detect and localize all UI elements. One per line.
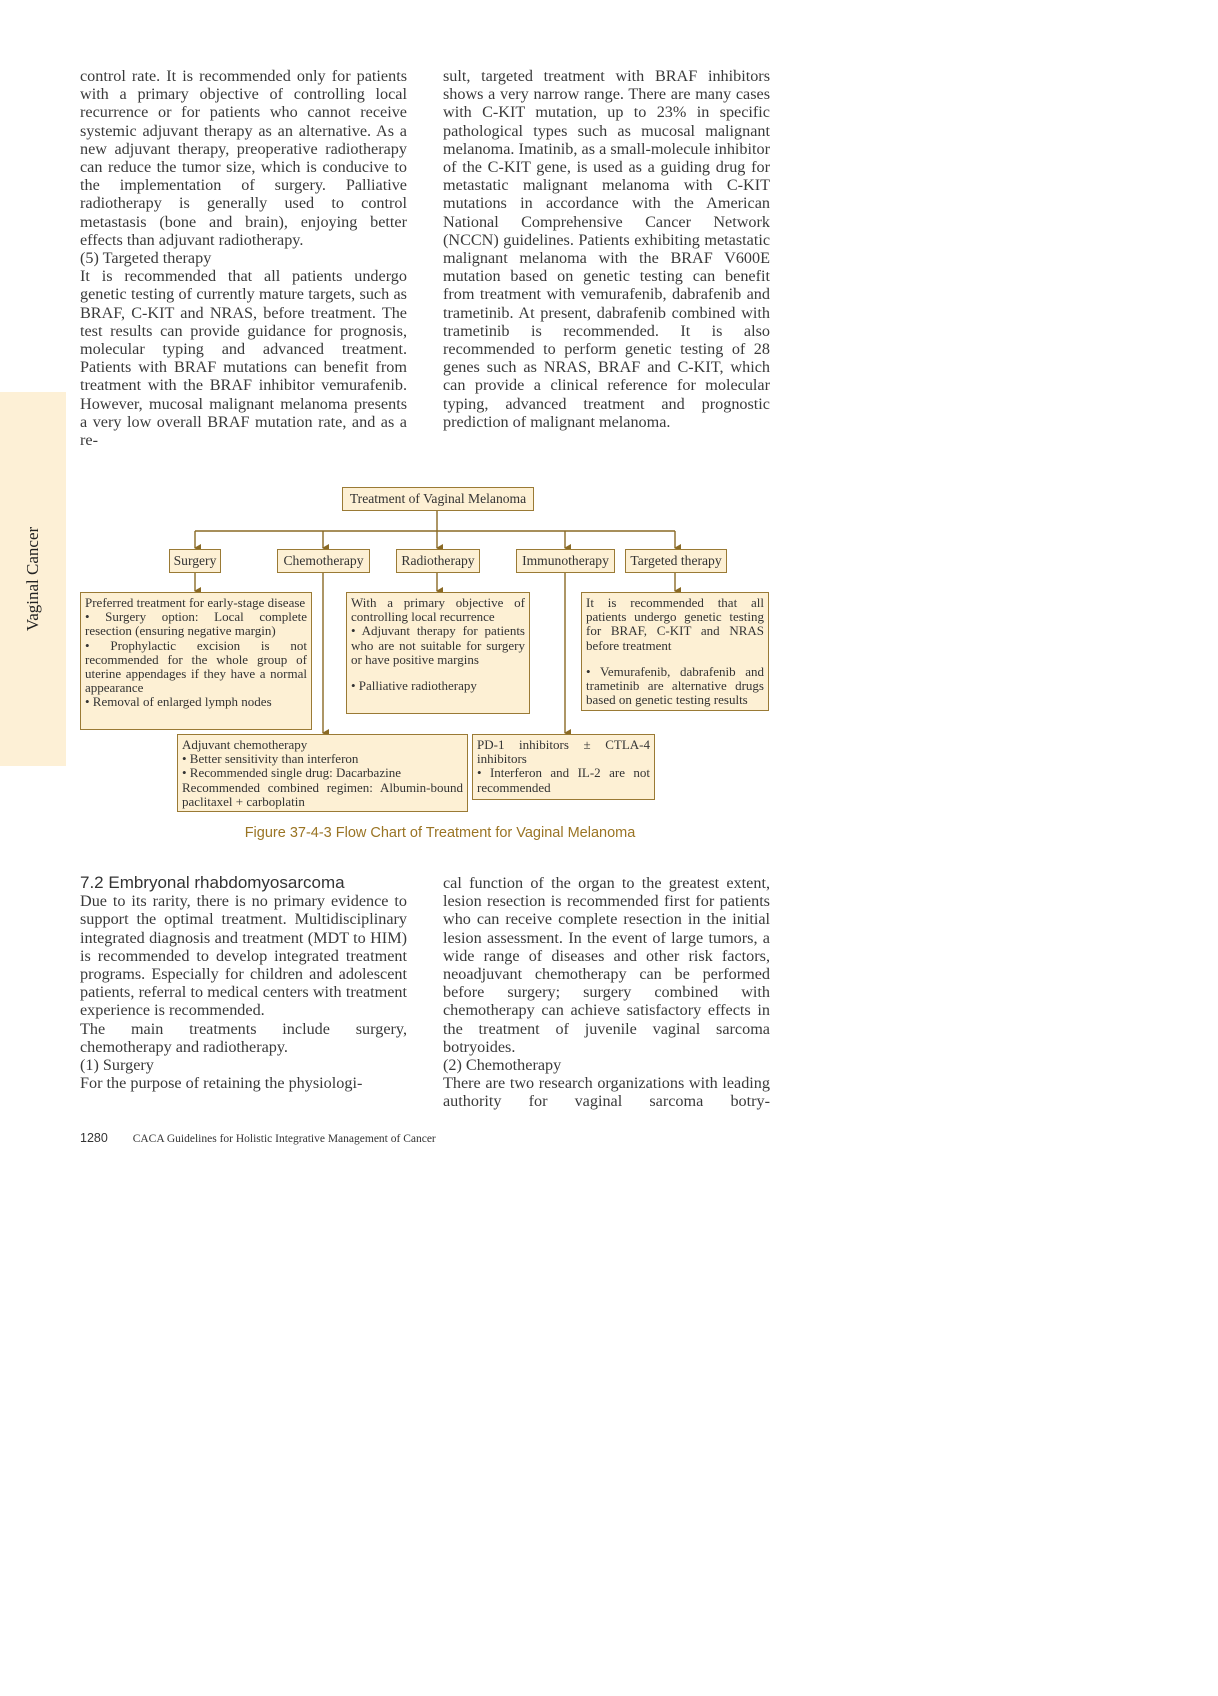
flowchart-node-immunotherapy — [516, 549, 615, 573]
detail-line: • Palliative radiotherapy — [351, 678, 477, 694]
figure-caption: Figure 37-4-3 Flow Chart of Treatment for Vaginal Melanoma — [244, 825, 636, 841]
immunotherapy-detail-box — [472, 734, 655, 800]
page-footer — [80, 1131, 436, 1145]
text-column-top-left — [80, 67, 407, 449]
detail-line: It is recommended that all patients undergo genetic testing for BRAF, C-KIT and NRAS before treatment — [586, 595, 764, 653]
running-title: CACA Guidelines for Holistic Integrative Management of Cancer — [132, 1133, 436, 1145]
paragraph: Due to its rarity, there is no primary evidence to support the optimal treatment. Multidisciplinary integrated diagnosis and treatment (MDT to HIM) is recommended to develop integrated treatment programs. Especially for children and adolescent patients, referral to medical centers with treatment experience is recommended. — [80, 892, 407, 1020]
detail-line: With a primary objective of controlling local recurrence — [351, 595, 525, 625]
detail-line: Preferred treatment for early-stage disease — [85, 595, 306, 610]
targeted-therapy-detail-box — [581, 592, 769, 711]
subsection-heading: (5) Targeted therapy — [80, 249, 212, 268]
paragraph: sult, targeted treatment with BRAF inhibitors shows a very narrow range. There are many cases with C-KIT mutation, up to 23% in specific pathological types such as mucosal malignant melanoma. Imatinib, as a small-molecule inhibitor of the C-KIT gene, is used as a guiding drug for metastatic malignant melanoma with C-KIT mutations in accordance with the American National Comprehensive Cancer Network (NCCN) guidelines. Patients exhibiting metastatic malignant melanoma with the BRAF V600E mutation based on genetic testing can benefit from treatment with vemurafenib, dabrafenib and trametinib. At present, dabrafenib combined with trametinib is recommended. It is also recommended to perform genetic testing of 28 genes such as NRAS, BRAF and C-KIT, which can provide a clinical reference for molecular typing, advanced treatment and prognostic prediction of malignant melanoma. — [443, 67, 770, 431]
root-node-label: Treatment of Vaginal Melanoma — [349, 490, 527, 506]
node-label: Targeted therapy — [630, 552, 722, 568]
detail-line: • Adjuvant therapy for patients who are not suitable for surgery or have positive margins — [351, 623, 525, 667]
paragraph: It is recommended that all patients undergo genetic testing of currently mature targets, such as BRAF, C-KIT and NRAS, before treatment. The test results can provide guidance for prognosis, molecular typing and advanced treatment. Patients with BRAF mutations can benefit from treatment with the BRAF inhibitor vemurafenib. However, mucosal malignant melanoma presents a very low overall BRAF mutation rate, and as a re- — [80, 267, 407, 450]
paragraph: For the purpose of retaining the physiologi- — [80, 1074, 363, 1093]
node-label: Radiotherapy — [401, 552, 475, 568]
detail-line: PD-1 inhibitors ± CTLA-4 inhibitors — [477, 737, 650, 767]
text-column-bottom-right — [443, 874, 770, 1111]
detail-line: • Surgery option: Local complete resection (ensuring negative margin) — [85, 609, 307, 639]
detail-line: • Interferon and IL-2 are not recommended — [477, 765, 650, 795]
flowchart-node-radiotherapy — [396, 549, 480, 573]
paragraph: There are two research organizations with leading authority for vaginal sarcoma botry- — [443, 1074, 770, 1111]
radiotherapy-detail-box — [346, 592, 530, 714]
paragraph: cal function of the organ to the greatest extent, lesion resection is recommended first for patients who can receive complete resection in the initial lesion assessment. In the event of large tumors, a wide range of diseases and other risk factors, neoadjuvant chemotherapy can be performed before surgery; surgery combined with chemotherapy can achieve satisfactory effects in the treatment of juvenile vaginal sarcoma botryoides. — [443, 874, 770, 1056]
flowchart-node-targeted-therapy — [625, 549, 727, 573]
page-number: 1280 — [80, 1131, 108, 1145]
surgery-detail-box — [80, 592, 312, 730]
detail-line: • Vemurafenib, dabrafenib and trametinib are alternative drugs based on genetic testing results — [586, 663, 764, 708]
node-label: Chemotherapy — [283, 552, 364, 568]
text-column-bottom-left — [80, 874, 407, 1092]
flowchart-node-surgery — [169, 549, 221, 573]
detail-line: • Recommended single drug: Dacarbazine — [182, 765, 401, 781]
section-heading: 7.2 Embryonal rhabdomyosarcoma — [80, 873, 345, 892]
flowchart-root-node — [342, 487, 534, 511]
subsection-heading: (2) Chemotherapy — [443, 1056, 562, 1075]
subsection-heading: (1) Surgery — [80, 1056, 154, 1075]
detail-line: • Removal of enlarged lymph nodes — [85, 694, 272, 710]
detail-line: • Better sensitivity than interferon — [182, 751, 359, 767]
paragraph: The main treatments include surgery, chemotherapy and radiotherapy. — [80, 1019, 407, 1056]
node-label: Surgery — [173, 552, 217, 568]
node-label: Immunotherapy — [522, 552, 609, 568]
paragraph: control rate. It is recommended only for patients with a primary objective of controlling local recurrence or for patients who cannot receive systemic adjuvant therapy as an alternative. As a new adjuvant therapy, preoperative radiotherapy can reduce the tumor size, which is conducive to the implementation of surgery. Palliative radiotherapy is generally used to control metastasis (bone and brain), enjoying better effects than adjuvant radiotherapy. — [80, 67, 407, 249]
chapter-side-tab — [0, 392, 66, 766]
flowchart-node-chemotherapy — [277, 549, 370, 573]
text-column-top-right — [443, 67, 770, 431]
chemotherapy-detail-box — [177, 734, 468, 812]
detail-line: Adjuvant chemotherapy — [182, 737, 308, 752]
chapter-side-tab-label: Vaginal Cancer — [23, 526, 42, 632]
detail-line: • Prophylactic excision is not recommended for the whole group of uterine appendages if they have a normal appearance — [85, 637, 307, 696]
detail-line: Recommended combined regimen: Albumin-bound paclitaxel + carboplatin — [182, 779, 463, 809]
